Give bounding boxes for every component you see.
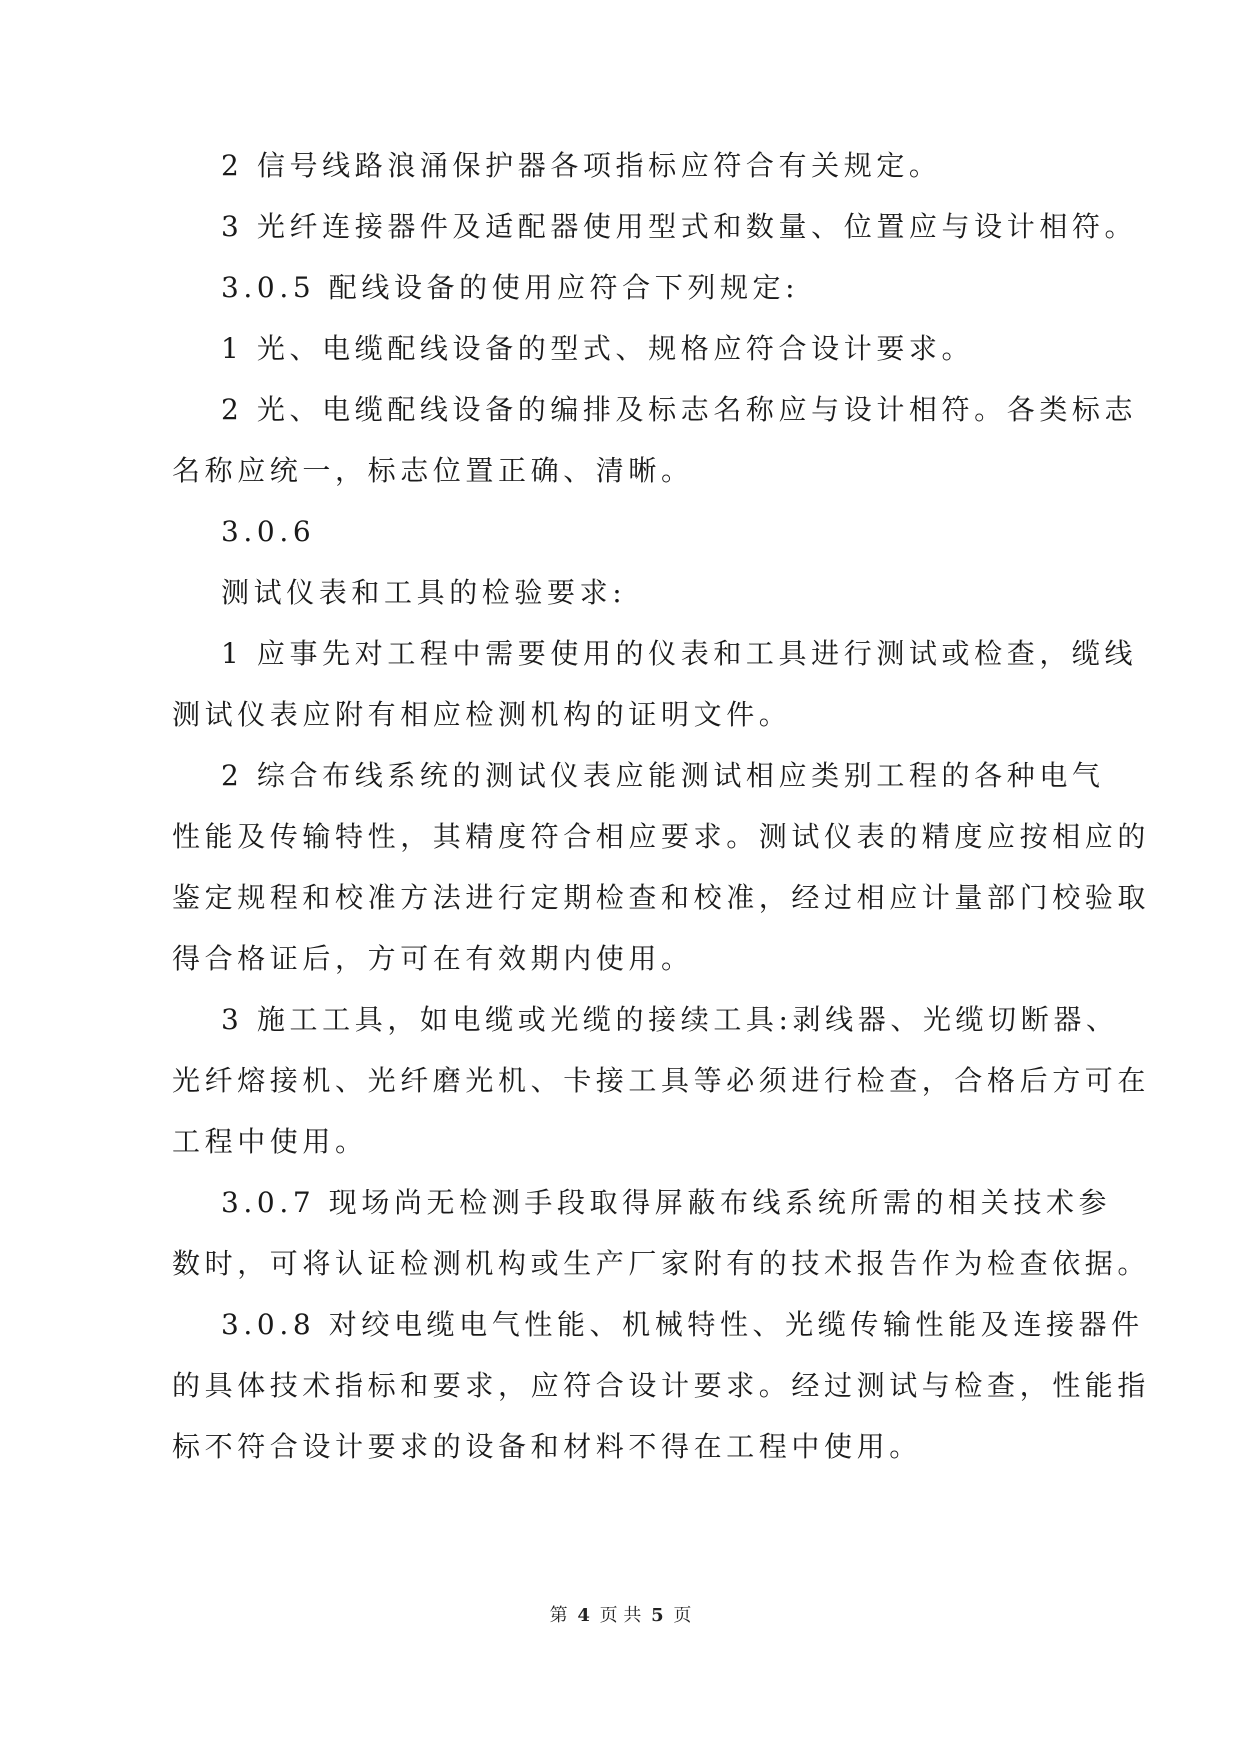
paragraph-line: 3 施工工具，如电缆或光缆的接续工具:剥线器、光缆切断器、 [221,1003,1119,1036]
paragraph-line: 3.0.5 配线设备的使用应符合下列规定: [221,271,800,304]
paragraph-line: 2 光、电缆配线设备的编排及标志名称应与设计相符。各类标志 [221,393,1138,426]
paragraph-line: 2 信号线路浪涌保护器各项指标应符合有关规定。 [221,149,942,182]
paragraph-line: 鉴定规程和校准方法进行定期检查和校准，经过相应计量部门校验取 [172,881,1151,914]
paragraph-line: 2 综合布线系统的测试仪表应能测试相应类别工程的各种电气 [221,759,1105,792]
paragraph-line: 得合格证后，方可在有效期内使用。 [172,942,694,975]
paragraph-line: 工程中使用。 [172,1125,368,1158]
paragraph-line: 1 光、电缆配线设备的型式、规格应符合设计要求。 [221,332,975,365]
footer-mid: 页 共 [599,1605,642,1626]
paragraph-line: 名称应统一，标志位置正确、清晰。 [172,454,694,487]
paragraph-line: 1 应事先对工程中需要使用的仪表和工具进行测试或检查，缆线 [221,637,1138,670]
paragraph-line: 测试仪表和工具的检验要求: [221,576,627,609]
footer-total-pages: 5 [651,1605,664,1626]
paragraph-line: 性能及传输特性，其精度符合相应要求。测试仪表的精度应按相应的 [172,820,1151,853]
page-footer [0,1604,1241,1628]
paragraph-line: 测试仪表应附有相应检测机构的证明文件。 [172,698,792,731]
paragraph-line: 3.0.7 现场尚无检测手段取得屏蔽布线系统所需的相关技术参 [221,1186,1112,1219]
paragraph-line: 3.0.6 [221,515,316,548]
footer-suffix: 页 [673,1605,692,1626]
paragraph-line: 3 光纤连接器件及适配器使用型式和数量、位置应与设计相符。 [221,210,1138,243]
footer-prefix: 第 [549,1605,568,1626]
paragraph-line: 的具体技术指标和要求，应符合设计要求。经过测试与检查，性能指 [172,1369,1151,1402]
footer-page-number: 4 [577,1605,590,1626]
paragraph-line: 光纤熔接机、光纤磨光机、卡接工具等必须进行检查，合格后方可在 [172,1064,1151,1097]
paragraph-line: 数时，可将认证检测机构或生产厂家附有的技术报告作为检查依据。 [172,1247,1151,1280]
paragraph-line: 标不符合设计要求的设备和材料不得在工程中使用。 [172,1430,922,1463]
paragraph-line: 3.0.8 对绞电缆电气性能、机械特性、光缆传输性能及连接器件 [221,1308,1144,1341]
